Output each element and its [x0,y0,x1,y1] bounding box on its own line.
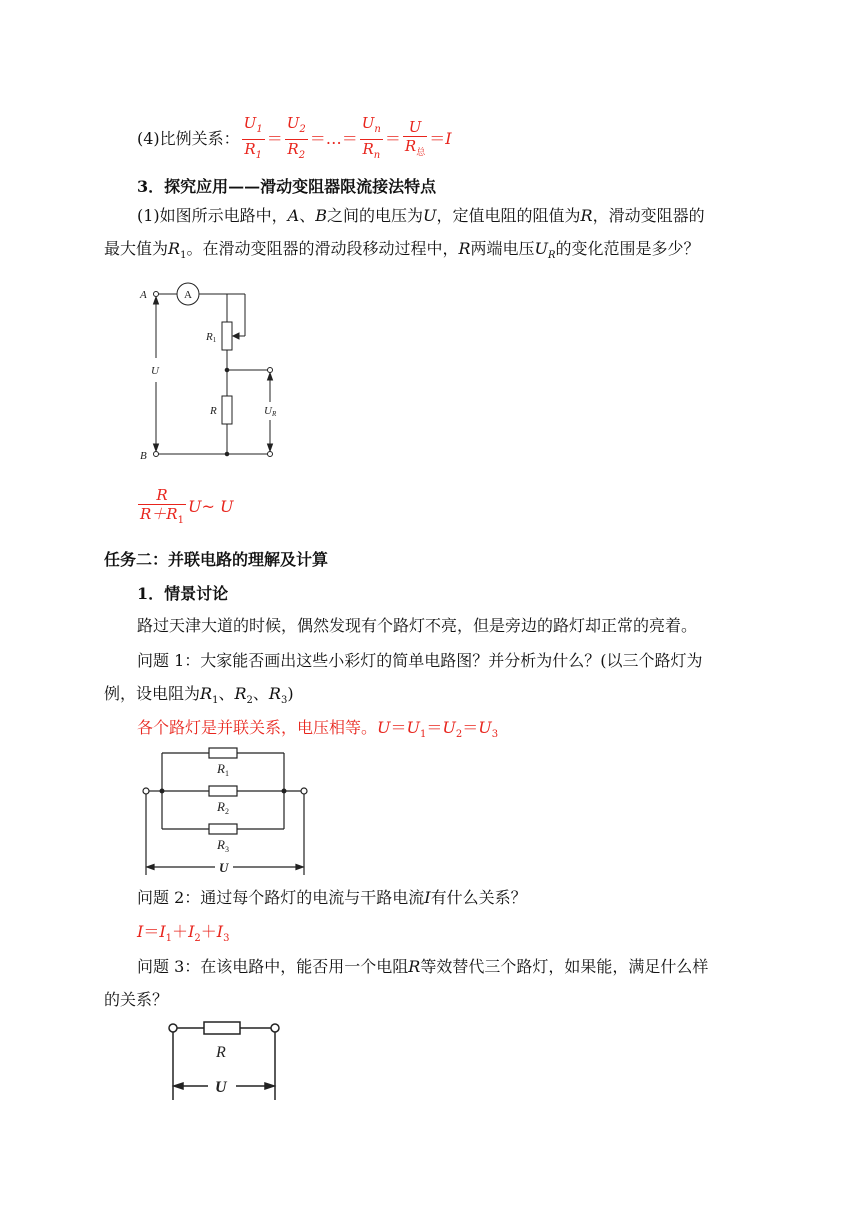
voltage-u-label: U [151,365,159,377]
rheostat-circuit-diagram [130,278,290,468]
fraction-u-rtotal: $\frac{U}{R_总}$ [404,117,426,158]
equivalent-r-label: R [216,1044,226,1061]
equivalent-u-label: U [215,1079,227,1096]
question1-line1: (1)如图所示电路中，A、B之间的电压为U，定值电阻的阻值为R，滑动变阻器的 [137,206,705,225]
voltage-ur-label: UR [264,405,277,418]
resistor-r-label: R [210,405,217,417]
ammeter-label: A [184,289,192,301]
fraction-u2-r2: $\frac{U_2}{R_2}$ [286,114,306,161]
terminal-a-label: A [140,289,147,301]
resistor-r1-label: $R_1$ [217,761,229,778]
rheostat-r1-label: R1 [206,331,217,344]
question1-line2: 最大值为$R_1$。在滑动变阻器的滑动段移动过程中，R两端电压$U_R$的变化范围是多少？ [104,239,700,262]
task2-heading: 任务二：并联电路的理解及计算 [104,550,329,569]
section3-heading: 3．探究应用——滑动变阻器限流接法特点 [137,177,437,196]
voltage-u-label: U [219,860,229,875]
scene-q3-line2: 的关系？ [104,990,169,1009]
scene-q1-line1: 问题 1：大家能否画出这些小彩灯的简单电路图？并分析为什么？(以三个路灯为 [137,651,703,670]
fraction-u1-r1: $\frac{U_1}{R_1}$ [243,114,263,161]
terminal-b-label: B [140,450,147,462]
scene-paragraph: 路过天津大道的时候，偶然发现有个路灯不亮，但是旁边的路灯却正常的亮着。 [137,616,698,635]
scene-q2: 问题 2：通过每个路灯的电流与干路电流I有什么关系？ [137,888,527,907]
item4-line [137,114,452,165]
parallel-circuit-diagram [137,745,309,880]
scene-q3-line1: 问题 3：在该电路中，能否用一个电阻R等效替代三个路灯，如果能，满足什么样 [137,957,709,976]
equivalent-circuit-diagram [164,1018,284,1104]
scene-a2: $I=I_1+I_2+I_3$ [137,922,230,945]
scene-q1-line2: 例，设电阻为$R_1$、$R_2$、$R_3$) [104,684,294,707]
answer1: $\frac{R}{R+R_1}$ U~ U [136,485,233,530]
resistor-r2-label: $R_2$ [217,799,229,816]
ratio-formula: $\frac{U_1}{R_1}$ ＝ $\frac{U_2}{R_2}$ ＝…＝ $\frac{U_n}{R_n}$ ＝ $\frac{U}{R_总}$ ＝I [240,129,452,148]
scene-a1: 各个路灯是并联关系，电压相等。$U=U_1=U_2=U_3$ [137,718,499,741]
answer1-fraction: $\frac{R}{R+R_1}$ [140,485,184,526]
scene-heading: 1．情景讨论 [137,584,229,603]
fraction-un-rn: $\frac{U_n}{R_n}$ [361,114,381,161]
item4-prefix: (4)比例关系： [137,129,240,148]
resistor-r3-label: $R_3$ [217,837,229,854]
